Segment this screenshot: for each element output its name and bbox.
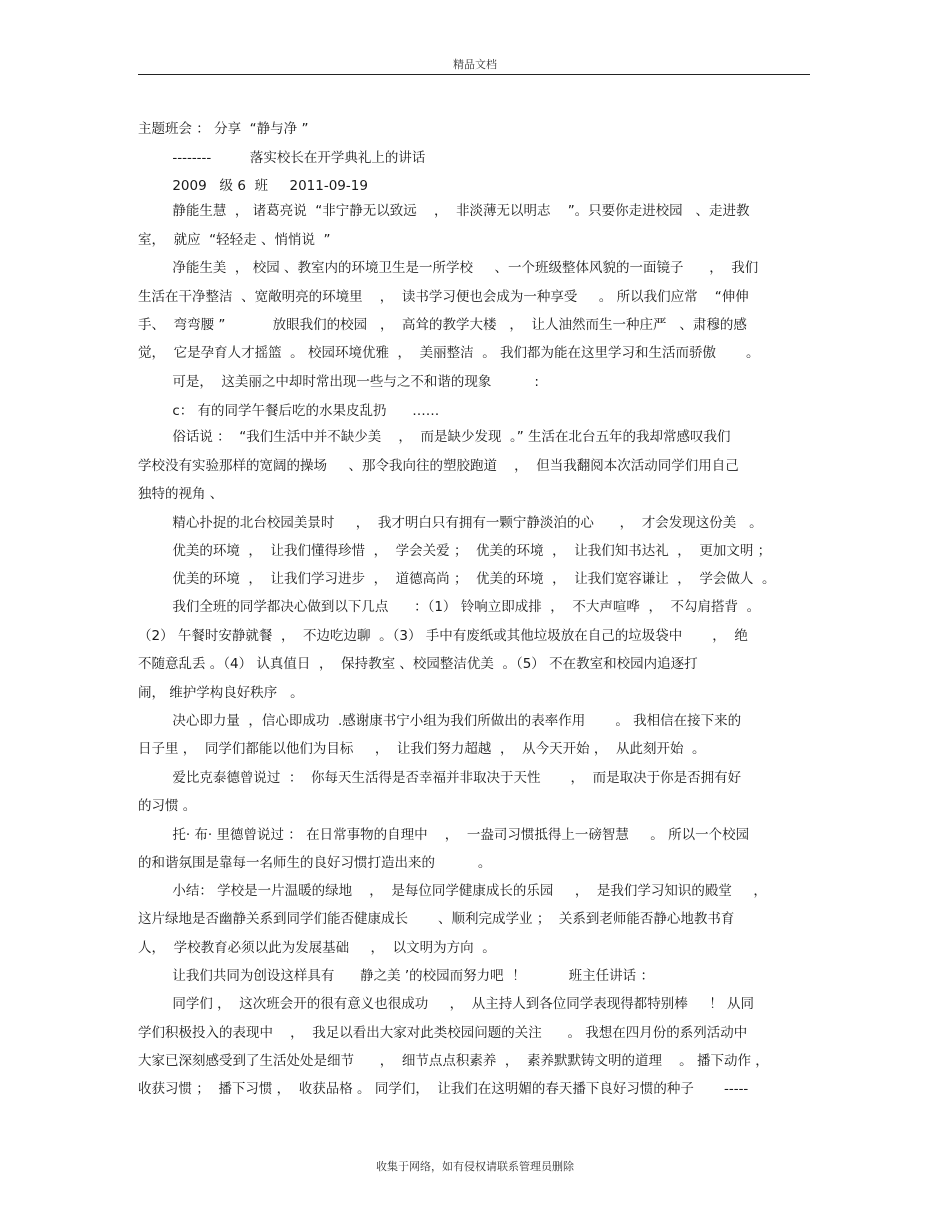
body-line: 闹， 维护学构良好秩序 。 (138, 685, 304, 701)
body-line: 静能生慧 ， 诸葛亮说 “非宁静无以致远 ， 非淡薄无以明志 ”。只要你走进校园 、走进教 (138, 203, 750, 219)
body-line: 主题班会 ： 分享 “静与净 ” (138, 121, 309, 137)
page-footer: 收集于网络，如有侵权请联系管理员删除 (376, 1160, 574, 1173)
body-line: 生活在干净整洁 、宽敞明亮的环境里 ， 读书学习便也会成为一种享受 。 所以我们应常 “伸伸 (138, 289, 749, 305)
body-line: 这片绿地是否幽静关系到同学们能否健康成长 、顺利完成学业 ； 关系到老师能否静心地教书育 (138, 911, 735, 927)
body-line: 决心即力量 ，信心即成功 .感谢康书宁小组为我们所做出的表率作用 。 我相信在接下来的 (138, 713, 742, 729)
header-divider (138, 74, 810, 75)
body-line: 的习惯 。 (138, 798, 197, 814)
body-line: 可是， 这美丽之中却时常出现一些与之不和谐的现象 : (138, 374, 539, 390)
body-line: 学们积极投入的表现中 ， 我足以看出大家对此类校园问题的关注 。 我想在四月份的系列活动中 (138, 1025, 748, 1041)
body-line: 日子里 ， 同学们都能以他们为目标 ， 让我们努力超越 ， 从今天开始 ， 从此刻开始 。 (138, 741, 706, 757)
body-line: 爱比克泰德曾说过 ： 你每天生活得是否幸福并非取决于天性 ， 而是取决于你是否拥有好 (138, 770, 742, 786)
body-line: 不随意乱丢 。（4） 认真值日 ， 保持教室 、校园整洁优美 。（5） 不在教室和校园内追逐打 (138, 656, 698, 672)
body-line: 独特的视角 、 (138, 486, 224, 502)
body-line: 优美的环境 ， 让我们懂得珍惜 ， 学会关爱 ； 优美的环境 ， 让我们知书达礼 ， 更加文明 ； (138, 543, 772, 559)
body-line: 让我们共同为创设这样具有 静之美 ’的校园而努力吧 ！ 班主任讲话 ： (138, 968, 654, 984)
body-line: 觉， 它是孕育人才摇篮 。 校园环境优雅 ， 美丽整洁 。 我们都为能在这里学习和生活而骄傲 。 (138, 345, 760, 361)
body-line: 俗话说 ： “我们生活中并不缺少美 ， 而是缺少发现 。” 生活在北台五年的我却常感叹我们 (138, 429, 731, 445)
body-line: 室， 就应 “轻轻走 、悄悄说 ” (138, 232, 331, 248)
body-line: c： 有的同学午餐后吃的水果皮乱扔 …… (138, 403, 440, 419)
body-line: 优美的环境 ， 让我们学习进步 ， 道德高尚 ； 优美的环境 ， 让我们宽容谦让 ， 学会做人 。 (138, 571, 776, 587)
page-header: 精品文档 (453, 58, 497, 71)
body-line: 精心扑捉的北台校园美景时 ， 我才明白只有拥有一颗宁静淡泊的心 ， 才会发现这份美 。 (138, 515, 763, 531)
body-line: （2） 午餐时安静就餐 ， 不边吃边聊 。（3） 手中有废纸或其他垃圾放在自己的垃圾袋中 ， 绝 (138, 628, 748, 644)
body-line: 2009 级 6 班 2011-09-19 (138, 178, 368, 194)
body-line: 大家已深刻感受到了生活处处是细节 ， 细节点点积素养 ， 素养默默铸文明的道理 。 播下动作 ， (138, 1053, 769, 1069)
body-line: 人， 学校教育必须以此为发展基础 ， 以文明为方向 。 (138, 940, 496, 956)
body-line: 托· 布· 里德曾说过 ： 在日常事物的自理中 ， 一盎司习惯抵得上一磅智慧 。 所以一个校园 (138, 827, 750, 843)
body-line: 我们全班的同学都决心做到以下几点 ：（1） 铃响立即成排 ， 不大声喧哗 ， 不勾肩搭背 。 (138, 599, 761, 615)
body-line: 手、 弯弯腰 ” 放眼我们的校园 ， 高耸的教学大楼 ， 让人油然而生一种庄严 、肃穆的感 (138, 317, 747, 333)
body-line: -------- 落实校长在开学典礼上的讲话 (138, 150, 426, 166)
body-line: 同学们 ， 这次班会开的很有意义也很成功 ， 从主持人到各位同学表现得都特别棒 ！ 从同 (138, 996, 754, 1012)
body-line: 的和谐氛围是靠每一名师生的良好习惯打造出来的 。 (138, 855, 492, 871)
body-line: 小结： 学校是一片温暖的绿地 ， 是每位同学健康成长的乐园 ， 是我们学习知识的殿堂 ， (138, 883, 767, 899)
body-line: 净能生美 ， 校园 、教室内的环境卫生是一所学校 、一个班级整体风貌的一面镜子 ， 我们 (138, 260, 759, 276)
body-line: 收获习惯 ； 播下习惯 ， 收获品格 。 同学们， 让我们在这明媚的春天播下良好习惯的种子 ----- (138, 1081, 749, 1097)
body-line: 学校没有实验那样的宽阔的操场 、那令我向往的塑胶跑道 ， 但当我翻阅本次活动同学们用自己 (138, 458, 739, 474)
